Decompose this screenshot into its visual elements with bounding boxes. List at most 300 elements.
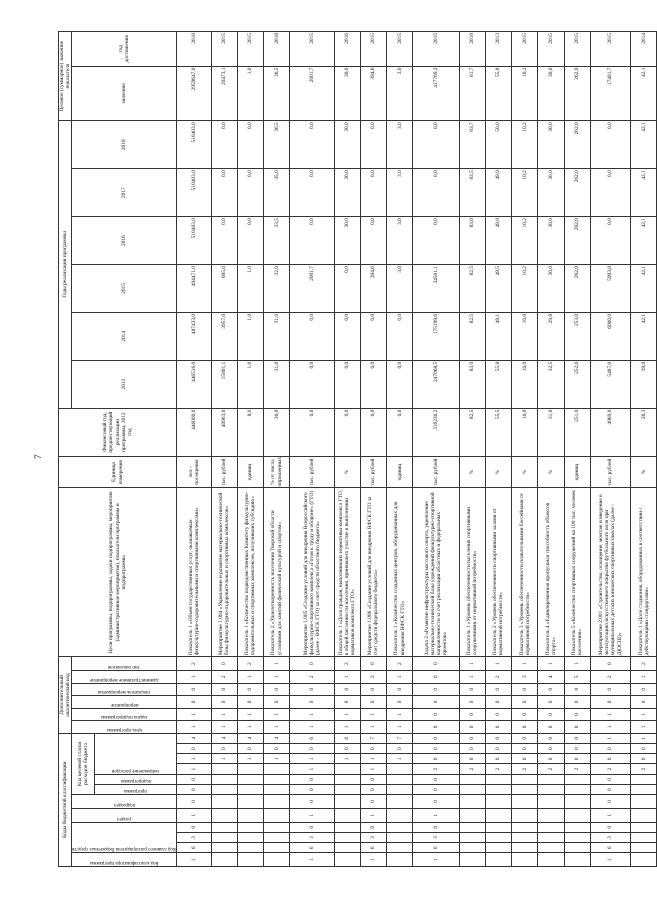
code-digit: 1	[334, 721, 360, 734]
code-digit: 1	[413, 808, 459, 822]
cell-target-year: 2015	[290, 32, 334, 67]
code-digit: 7	[360, 733, 386, 743]
cell-y2015: 42,1	[631, 265, 657, 313]
code-digit: 3	[360, 832, 386, 842]
code-digit	[237, 822, 263, 832]
code-digit	[538, 795, 564, 809]
code-digit: 0	[360, 822, 386, 832]
row-unit: %	[485, 456, 511, 488]
code-digit: 1	[631, 721, 657, 734]
cell-y2017: 83,5	[459, 169, 485, 217]
code-digit	[538, 832, 564, 842]
row-unit: %	[631, 456, 657, 488]
code-digit: 1	[211, 708, 237, 721]
code-digit: 0	[360, 696, 386, 709]
task-header: задача подпрограммы	[101, 714, 148, 720]
code-digit	[459, 822, 485, 832]
cell-y2015: 34501,1	[413, 265, 459, 313]
cell-base: 0,0	[387, 408, 413, 456]
cell-y2014: 253,0	[564, 312, 590, 360]
cell-y2018: 42,1	[631, 121, 657, 169]
code-digit	[211, 784, 237, 794]
code-digit	[237, 832, 263, 842]
cell-target: 394,6	[360, 66, 386, 121]
cell-target-year: 2018	[177, 32, 211, 67]
row-unit: % от числа опрошенных	[264, 456, 290, 488]
code-digit: 1	[237, 671, 263, 684]
cell-target: 10,2	[512, 66, 538, 121]
table-row	[485, 32, 511, 867]
indicator-type-header: тип показателя	[108, 664, 141, 669]
cell-y2015: 2001,7	[290, 265, 334, 313]
code-digit: 0	[590, 822, 630, 832]
code-digit: 0	[237, 696, 263, 709]
cell-y2018: 30,0	[334, 121, 360, 169]
code-digit: 1	[360, 708, 386, 721]
cell-y2013: 10,0	[512, 360, 538, 408]
table-row	[631, 32, 657, 867]
program-header: программа	[124, 788, 148, 794]
code-digit: 6	[413, 843, 459, 853]
code-digit: 1	[360, 721, 386, 734]
cell-y2016: 33,5	[264, 217, 290, 265]
code-digit	[387, 822, 413, 832]
code-digit	[211, 808, 237, 822]
cell-base: 10,0	[512, 408, 538, 456]
cell-y2018: 0,0	[413, 121, 459, 169]
code-digit: 1	[485, 657, 511, 671]
code-digit	[387, 795, 413, 809]
cbs-header: Код главного распорядителя бюджетных средств	[72, 846, 177, 852]
cell-y2013: 446516,0	[177, 360, 211, 408]
code-digit: 0	[413, 671, 459, 684]
code-digit: 0	[290, 743, 334, 753]
code-digit: 0	[512, 721, 538, 734]
cell-base: 30,0	[264, 408, 290, 456]
code-digit: 4	[237, 733, 263, 743]
cell-y2018: 262,0	[564, 121, 590, 169]
cell-target: 20473,1	[211, 66, 237, 121]
table-row	[334, 32, 360, 867]
code-digit: 0	[485, 696, 511, 709]
cell-y2013: 0,0	[290, 360, 334, 408]
cell-y2014: 175199,6	[413, 312, 459, 360]
code-digit	[264, 853, 290, 867]
code-digit: 0	[334, 696, 360, 709]
code-digit: 0	[564, 696, 590, 709]
code-digit: 0	[590, 657, 630, 671]
cell-base: 82,5	[459, 408, 485, 456]
code-digit: 0	[590, 743, 630, 753]
code-digit: 3	[177, 832, 211, 842]
row-unit: %	[334, 456, 360, 488]
code-digit: 3	[290, 832, 334, 842]
code-digit	[387, 808, 413, 822]
cell-y2017: 0,0	[211, 169, 237, 217]
code-digit: 1	[290, 808, 334, 822]
program-classifier-header: Код классификатора программы	[90, 860, 159, 865]
code-digit: 0	[413, 683, 459, 696]
code-digit: 1	[387, 708, 413, 721]
value-header: значение	[72, 66, 177, 121]
cell-target-year: 2015	[564, 32, 590, 67]
code-digit	[564, 843, 590, 853]
fin-year-header: Финансовый год, предшествующий реализации программы, 2012 год	[59, 408, 177, 456]
code-digit: 0	[512, 683, 538, 696]
year-achieved-header: год достижения	[72, 32, 177, 67]
code-digit	[564, 774, 590, 784]
code-digit: 0	[177, 683, 211, 696]
code-digit	[237, 843, 263, 853]
code-digit: 0	[413, 657, 459, 671]
table-row	[177, 32, 211, 867]
code-digit: 0	[290, 657, 334, 671]
code-digit: 0	[538, 754, 564, 764]
code-digit: 1	[264, 708, 290, 721]
code-digit: 0	[485, 754, 511, 764]
cell-y2018: 10,2	[512, 121, 538, 169]
cell-base: 446000,0	[177, 408, 211, 456]
code-digit: 4	[177, 733, 211, 743]
budget-codes-header: Коды бюджетной классификации	[59, 733, 72, 866]
code-digit: 0	[211, 657, 237, 671]
cell-target: 417769,2	[413, 66, 459, 121]
row-name: Показатель 3 «Уровень обеспеченности плавательными бассейнами от нормативной потребности»	[512, 488, 538, 657]
row-unit: чел.-посещения	[177, 456, 211, 488]
code-digit	[264, 774, 290, 784]
cell-y2016: 49,8	[485, 217, 511, 265]
code-digit: 6	[290, 843, 334, 853]
code-digit: 1	[334, 754, 360, 764]
row-unit: %	[459, 456, 485, 488]
row-name: Показатель 1 «Доля стадионов, оборудованных в соответствии с действующими стандартами»	[631, 488, 657, 657]
code-digit: 0	[211, 696, 237, 709]
code-digit: 1	[631, 708, 657, 721]
measure-indicator-header: показатель мероприятия	[98, 689, 151, 695]
code-digit	[237, 784, 263, 794]
code-digit: 1	[177, 708, 211, 721]
code-digit	[631, 808, 657, 822]
cell-y2015: 1,0	[237, 265, 263, 313]
code-digit: 0	[485, 683, 511, 696]
code-digit	[387, 832, 413, 842]
code-digit: 0	[413, 708, 459, 721]
code-digit	[264, 784, 290, 794]
cell-target-year: 2015	[211, 32, 237, 67]
cell-y2014: 3957,0	[211, 312, 237, 360]
cell-y2014: 42,1	[631, 312, 657, 360]
code-digit: 0	[590, 795, 630, 809]
cell-target: 81,7	[459, 66, 485, 121]
code-digit: 2	[631, 764, 657, 774]
code-digit	[564, 795, 590, 809]
code-digit: 1	[590, 733, 630, 743]
code-digit: 2	[413, 764, 459, 774]
code-digit: 0	[564, 733, 590, 743]
code-digit: 0	[211, 743, 237, 753]
cell-target-year: 2015	[237, 32, 263, 67]
code-digit: 0	[413, 743, 459, 753]
cell-y2013: 39,0	[631, 360, 657, 408]
cell-y2015: 5993,8	[590, 265, 630, 313]
code-digit: 1	[211, 721, 237, 734]
code-digit	[237, 808, 263, 822]
code-digit: 0	[631, 696, 657, 709]
cell-y2013: 252,0	[564, 360, 590, 408]
cell-y2014: 29,8	[538, 312, 564, 360]
code-digit	[512, 853, 538, 867]
cell-y2017: 10,2	[512, 169, 538, 217]
code-digit: 0	[590, 784, 630, 794]
cell-base: 0,0	[334, 408, 360, 456]
code-digit	[564, 832, 590, 842]
code-digit	[485, 774, 511, 784]
code-digit: 0	[413, 721, 459, 734]
code-digit	[512, 843, 538, 853]
code-digit: 5	[564, 671, 590, 684]
cell-target: 42,1	[631, 66, 657, 121]
cell-target: 36,5	[264, 66, 290, 121]
code-digit: 0	[564, 708, 590, 721]
code-digit: 0	[387, 743, 413, 753]
code-digit: 2	[459, 764, 485, 774]
code-digit: 0	[459, 733, 485, 743]
row-unit: единиц	[237, 456, 263, 488]
cell-y2014: 48,1	[485, 312, 511, 360]
code-digit	[237, 795, 263, 809]
cell-y2013: 0,0	[360, 360, 386, 408]
code-digit: 0	[334, 743, 360, 753]
code-digit	[485, 843, 511, 853]
cell-y2015: 49,5	[485, 265, 511, 313]
cell-y2015: 10,2	[512, 265, 538, 313]
code-digit	[564, 822, 590, 832]
code-digit: 0	[459, 721, 485, 734]
cell-y2015: 30,0	[538, 265, 564, 313]
code-digit: 0	[538, 708, 564, 721]
cell-y2014: 0,0	[334, 312, 360, 360]
cell-target-year: 2016	[334, 32, 360, 67]
cell-base: 4969,0	[590, 408, 630, 456]
code-digit: 0	[360, 743, 386, 753]
code-digit: 2	[177, 657, 211, 671]
code-digit: 1	[459, 657, 485, 671]
cell-base: 40963,0	[211, 408, 237, 456]
code-digit: 0	[459, 696, 485, 709]
code-digit: 0	[413, 795, 459, 809]
table-row	[413, 32, 459, 867]
code-digit	[459, 808, 485, 822]
code-digit: 4	[211, 733, 237, 743]
code-digit: 4	[264, 733, 290, 743]
cell-y2018: 0,0	[237, 121, 263, 169]
extra-codes-header: Дополнительный аналитический код	[59, 657, 72, 733]
code-digit: 1	[177, 853, 211, 867]
code-digit: 0	[485, 721, 511, 734]
code-digit: 0	[387, 696, 413, 709]
code-digit	[264, 843, 290, 853]
cell-target-year: 2015	[413, 32, 459, 67]
code-digit: 0	[290, 683, 334, 696]
code-digit: 0	[512, 754, 538, 764]
code-digit: 1	[334, 671, 360, 684]
cell-y2016: 42,1	[631, 217, 657, 265]
cell-y2014: 10,0	[512, 312, 538, 360]
cell-y2017: 0,0	[237, 169, 263, 217]
cell-y2018: 0,0	[590, 121, 630, 169]
program-table	[58, 31, 657, 867]
cell-y2017: 30,0	[334, 169, 360, 217]
row-name: Показатель 4 «Единовременная пропускная способность объектов спорта»	[538, 488, 564, 657]
code-digit: 0	[459, 683, 485, 696]
code-digit: 0	[459, 708, 485, 721]
table-row	[290, 32, 334, 867]
code-digit: 0	[485, 708, 511, 721]
cell-target-year: 2013	[485, 32, 511, 67]
code-digit: 4	[538, 671, 564, 684]
year-2017-header: 2017	[72, 169, 177, 217]
cell-y2014: 6000,0	[590, 312, 630, 360]
cell-y2016: 0,0	[413, 217, 459, 265]
code-digit	[264, 808, 290, 822]
code-digit	[387, 784, 413, 794]
code-digit: 0	[590, 774, 630, 784]
table-row	[264, 32, 290, 867]
cell-y2015: 0,0	[334, 265, 360, 313]
expense-code-header: Код целевой статьи расходов бюджета	[72, 733, 95, 795]
cell-y2016: 30,0	[538, 217, 564, 265]
code-digit: 1	[177, 808, 211, 822]
code-digit: 2	[564, 764, 590, 774]
code-digit: 1	[590, 721, 630, 734]
code-digit	[459, 832, 485, 842]
code-digit: 1	[177, 721, 211, 734]
cell-target-year: 2015	[387, 32, 413, 67]
cell-y2017: 3,0	[387, 169, 413, 217]
year-2015-header: 2015	[72, 265, 177, 313]
code-digit: 1	[459, 671, 485, 684]
code-digit: 0	[360, 784, 386, 794]
code-digit: 1	[264, 671, 290, 684]
code-digit	[538, 808, 564, 822]
code-digit: 1	[512, 657, 538, 671]
target-expense-header: направление расходов	[112, 767, 160, 773]
cell-y2014: 0,0	[290, 312, 334, 360]
code-digit	[387, 843, 413, 853]
cell-y2016: 0,0	[211, 217, 237, 265]
table-row	[459, 32, 485, 867]
code-digit	[264, 832, 290, 842]
table-row	[360, 32, 386, 867]
subprogram-header: подпрограмма	[120, 777, 152, 783]
row-name: Показатель 1 «Количество созданных центров, оборудованных для внедрения ВФСК ГТО»	[387, 488, 413, 657]
row-unit: единиц	[564, 456, 590, 488]
code-digit: 1	[290, 754, 334, 764]
code-digit: 1	[290, 708, 334, 721]
code-digit	[387, 774, 413, 784]
code-digit: 0	[512, 696, 538, 709]
cell-y2017: 42,1	[631, 169, 657, 217]
cell-y2018: 0,0	[290, 121, 334, 169]
cell-y2015: 494471,0	[177, 265, 211, 313]
row-unit: единиц	[387, 456, 413, 488]
target-header: Целевое (суммарное) значение показателя	[59, 32, 72, 121]
code-digit: 1	[334, 708, 360, 721]
code-digit: 0	[459, 743, 485, 753]
cell-target: 30,0	[538, 66, 564, 121]
cell-y2015: 262,0	[564, 265, 590, 313]
cell-y2017: 0,0	[590, 169, 630, 217]
code-digit: 1	[538, 657, 564, 671]
cell-target-year: 2018	[459, 32, 485, 67]
code-digit: 2	[334, 657, 360, 671]
code-digit: 0	[538, 721, 564, 734]
code-digit	[459, 795, 485, 809]
code-digit: 6	[177, 843, 211, 853]
code-digit: 0	[177, 743, 211, 753]
cell-y2017: 510403,0	[177, 169, 211, 217]
code-digit: 1	[590, 853, 630, 867]
code-digit: 0	[413, 754, 459, 764]
code-digit	[485, 853, 511, 867]
code-digit	[564, 808, 590, 822]
code-digit: 1	[631, 733, 657, 743]
code-digit: 0	[177, 822, 211, 832]
code-digit: 3	[590, 832, 630, 842]
cell-target: 2001,7	[290, 66, 334, 121]
code-digit: 1	[264, 721, 290, 734]
year-2016-header: 2016	[72, 217, 177, 265]
code-digit	[334, 808, 360, 822]
code-digit: 0	[290, 822, 334, 832]
code-digit: 0	[538, 743, 564, 753]
cell-y2013: 0,0	[387, 360, 413, 408]
code-digit: 6	[360, 843, 386, 853]
admin-measure-header: административное мероприятие	[90, 676, 159, 682]
code-digit: 2	[590, 764, 630, 774]
code-digit: 0	[485, 733, 511, 743]
cell-y2018: 510403,0	[177, 121, 211, 169]
code-digit: 1	[564, 657, 590, 671]
cell-y2014: 0,0	[387, 312, 413, 360]
row-name: Мероприятие 1.005 «Создание условий для внедрения Всероссийского физкультурно-спортивного комплекса «Готов к труду и обороне» (ГТО) (далее - ВФСК ГТО) за счет средств областного бюджета»	[290, 488, 334, 657]
year-2018-header: 2018	[72, 121, 177, 169]
cell-target-year: 2014	[631, 32, 657, 67]
table-row	[564, 32, 590, 867]
code-digit: 3	[512, 671, 538, 684]
code-digit: 0	[387, 683, 413, 696]
code-digit: 0	[485, 743, 511, 753]
code-digit: 1	[290, 721, 334, 734]
code-digit: 1	[631, 671, 657, 684]
code-digit: 1	[360, 853, 386, 867]
code-digit	[564, 784, 590, 794]
code-digit: 1	[237, 754, 263, 764]
code-digit: 0	[564, 743, 590, 753]
cell-target-year: 2018	[264, 32, 290, 67]
code-digit	[631, 774, 657, 784]
years-header: Годы реализации программы	[59, 121, 72, 408]
code-digit: 0	[413, 774, 459, 784]
row-unit: тыс. рублей	[413, 456, 459, 488]
code-digit: 0	[590, 683, 630, 696]
code-digit: 0	[538, 696, 564, 709]
code-digit	[237, 774, 263, 784]
cell-y2014: 0,0	[360, 312, 386, 360]
subsection-header: подраздел	[113, 801, 136, 807]
cell-y2016: 30,0	[334, 217, 360, 265]
code-digit	[459, 843, 485, 853]
